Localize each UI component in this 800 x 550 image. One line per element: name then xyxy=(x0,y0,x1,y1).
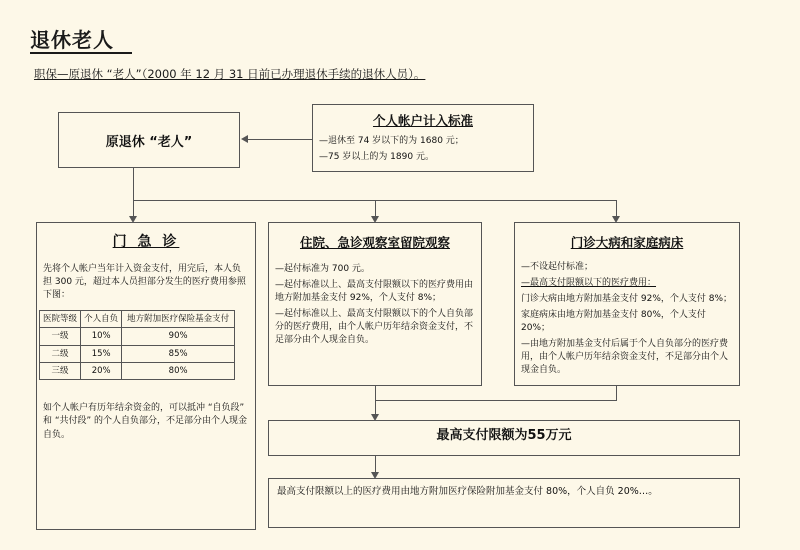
cell-personal-2: 15% xyxy=(81,345,122,362)
hospital-observation-line-2: —起付标准以上、最高支付限额以下的医疗费用由地方附加基金支付 92%，个人支付 8%； xyxy=(275,280,474,304)
page-subtitle xyxy=(34,66,425,82)
outpatient-emergency-title: 门 急 诊 xyxy=(112,234,180,250)
major-disease-lines xyxy=(515,251,739,384)
max-payment-label: 最高支付限额为55万元 xyxy=(436,428,572,443)
cell-level-3: 三级 xyxy=(40,362,81,379)
connector-major-to-center xyxy=(375,400,617,401)
hospital-observation-title: 住院、急诊观察室留院观察 xyxy=(299,235,450,250)
cell-fund-2: 85% xyxy=(122,345,235,362)
cell-fund-3: 80% xyxy=(122,362,235,379)
table-row xyxy=(40,328,235,345)
arrow-account-to-origin xyxy=(241,135,248,143)
major-disease-line-2: —最高支付限额以下的医疗费用： xyxy=(521,278,657,289)
hospital-observation-line-3: —起付标准以上、最高支付限额以下的个人自负部分的医疗费用，由个人帐户历年结余资金支付，不足部分由个人现金自负。 xyxy=(275,309,474,346)
account-standard-title: 个人帐户计入标准 xyxy=(372,113,473,128)
origin-box xyxy=(58,112,240,168)
major-disease-line-4: 家庭病床由地方附加基金支付 80%，个人支付 20%； xyxy=(521,310,706,334)
table-header-row xyxy=(40,311,235,328)
account-standard-line-2: —75 岁以上的为 1890 元。 xyxy=(319,152,434,163)
cell-level-1: 一级 xyxy=(40,328,81,345)
cell-personal-3: 20% xyxy=(81,362,122,379)
outpatient-ratio-table xyxy=(39,310,235,380)
outpatient-emergency-intro: 先将个人帐户当年计入资金支付，用完后，本人负担 300 元，超过本人员担部分发生的医疗费用参照下图： xyxy=(43,264,246,301)
th-personal-share: 个人自负 xyxy=(81,311,122,328)
hospital-observation-line-1: —起付标准为 700 元。 xyxy=(275,264,370,274)
connector-account-to-origin xyxy=(248,139,312,140)
th-fund-share: 地方附加医疗保险基金支付 xyxy=(122,311,235,328)
subtitle-text: 职保—原退休 “老人”（2000 年 12 月 31 日前已办理退休手续的退休人员）。 xyxy=(34,67,426,81)
table-row xyxy=(40,345,235,362)
cell-personal-1: 10% xyxy=(81,328,122,345)
max-payment-note-box xyxy=(268,478,740,528)
page-title: 退休老人 xyxy=(30,28,114,52)
major-disease-line-1: —不设起付标准； xyxy=(521,262,594,272)
major-disease-home-bed-box xyxy=(514,222,740,386)
table-row xyxy=(40,362,235,379)
connector-major-down xyxy=(616,386,617,400)
hospital-observation-lines xyxy=(269,251,481,354)
major-disease-line-5: —由地方附加基金支付后属于个人自负部分的医疗费用，由个人帐户历年结余资金支付，不足部分由个人现金自负。 xyxy=(521,339,729,376)
outpatient-emergency-box xyxy=(36,222,256,530)
cell-fund-1: 90% xyxy=(122,328,235,345)
account-standard-lines xyxy=(313,129,533,171)
origin-box-label: 原退休 “老人” xyxy=(105,135,193,150)
account-standard-line-1: —退休至 74 岁以下的为 1680 元； xyxy=(319,136,464,146)
max-payment-box xyxy=(268,420,740,456)
max-payment-note-text: 最高支付限额以上的医疗费用由地方附加医疗保险附加基金支付 80%，个人自负 20%…。 xyxy=(277,486,658,497)
outpatient-emergency-note: 如个人帐户有历年结余资金的，可以抵冲 “自负段” 和 “共付段” 的个人自负部分，不足部分由个人现金自负。 xyxy=(43,402,248,440)
major-disease-line-3: 门诊大病由地方附加基金支付 92%，个人支付 8%； xyxy=(521,294,733,305)
connector-origin-down xyxy=(133,168,134,200)
account-standard-box xyxy=(312,104,534,172)
th-hospital-level: 医院等级 xyxy=(40,311,81,328)
cell-level-2: 二级 xyxy=(40,345,81,362)
major-disease-title: 门诊大病和家庭病床 xyxy=(570,235,684,250)
connector-hospital-down xyxy=(375,386,376,416)
hospital-observation-box xyxy=(268,222,482,386)
title-underline xyxy=(30,52,132,54)
